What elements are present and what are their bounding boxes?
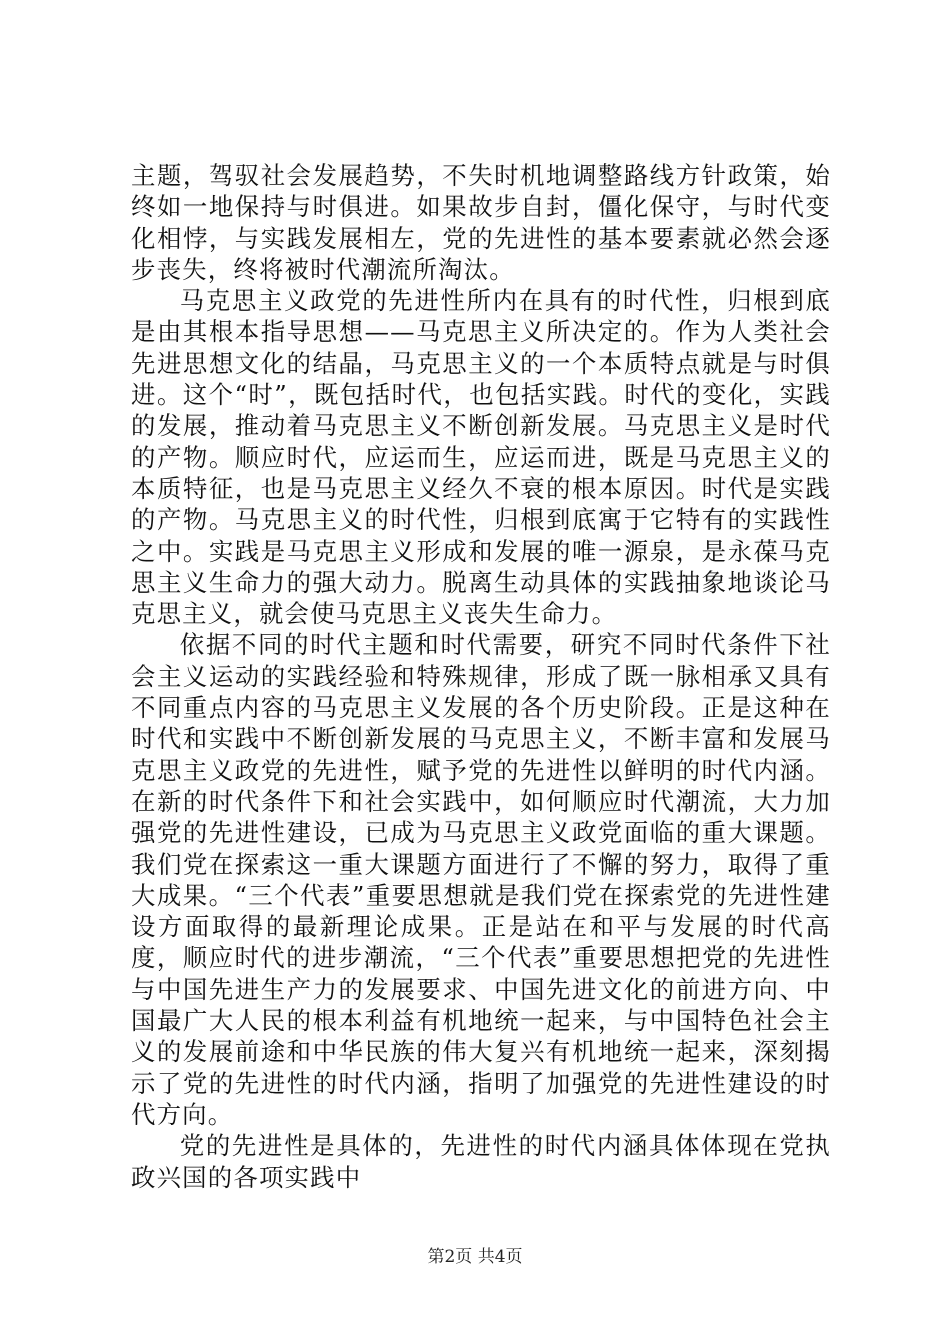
paragraph-4: 党的先进性是具体的，先进性的时代内涵具体体现在党执政兴国的各项实践中 (131, 1131, 831, 1192)
paragraph-3: 依据不同的时代主题和时代需要，研究不同时代条件下社会主义运动的实践经验和特殊规律，形成了既一脉相承又具有不同重点内容的马克思主义发展的各个历史阶段。正是这种在时代和实践中不断创新发展的马克思主义，不断丰富和发展马克思主义政党的先进性，赋予党的先进性以鲜明的时代内涵。在新的时代条件下和社会实践中，如何顺应时代潮流，大力加强党的先进性建设，已成为马克思主义政党面临的重大课题。我们党在探索这一重大课题方面进行了不懈的努力，取得了重大成果。“三个代表”重要思想就是我们党在探索党的先进性建设方面取得的最新理论成果。正是站在和平与发展的时代高度，顺应时代的进步潮流，“三个代表”重要思想把党的先进性与中国先进生产力的发展要求、中国先进文化的前进方向、中国最广大人民的根本利益有机地统一起来，与中国特色社会主义的发展前途和中华民族的伟大复兴有机地统一起来，深刻揭示了党的先进性的时代内涵，指明了加强党的先进性建设的时代方向。 (131, 630, 831, 1129)
paragraph-2: 马克思主义政党的先进性所内在具有的时代性，归根到底是由其根本指导思想——马克思主义所决定的。作为人类社会先进思想文化的结晶，马克思主义的一个本质特点就是与时俱进。这个“时”，既包括时代，也包括实践。时代的变化，实践的发展，推动着马克思主义不断创新发展。马克思主义是时代的产物。顺应时代，应运而生，应运而进，既是马克思主义的本质特征，也是马克思主义经久不衰的根本原因。时代是实践的产物。马克思主义的时代性，归根到底寓于它特有的实践性之中。实践是马克思主义形成和发展的唯一源泉，是永葆马克思主义生命力的强大动力。脱离生动具体的实践抽象地谈论马克思主义，就会使马克思主义丧失生命力。 (131, 286, 831, 629)
page-footer: 第2页 共4页 (427, 1247, 523, 1267)
document-body (131, 160, 831, 1193)
paragraph-1: 主题，驾驭社会发展趋势，不失时机地调整路线方针政策，始终如一地保持与时俱进。如果故步自封，僵化保守，与时代变化相悖，与实践发展相左，党的先进性的基本要素就必然会逐步丧失，终将被时代潮流所淘汰。 (131, 161, 831, 284)
